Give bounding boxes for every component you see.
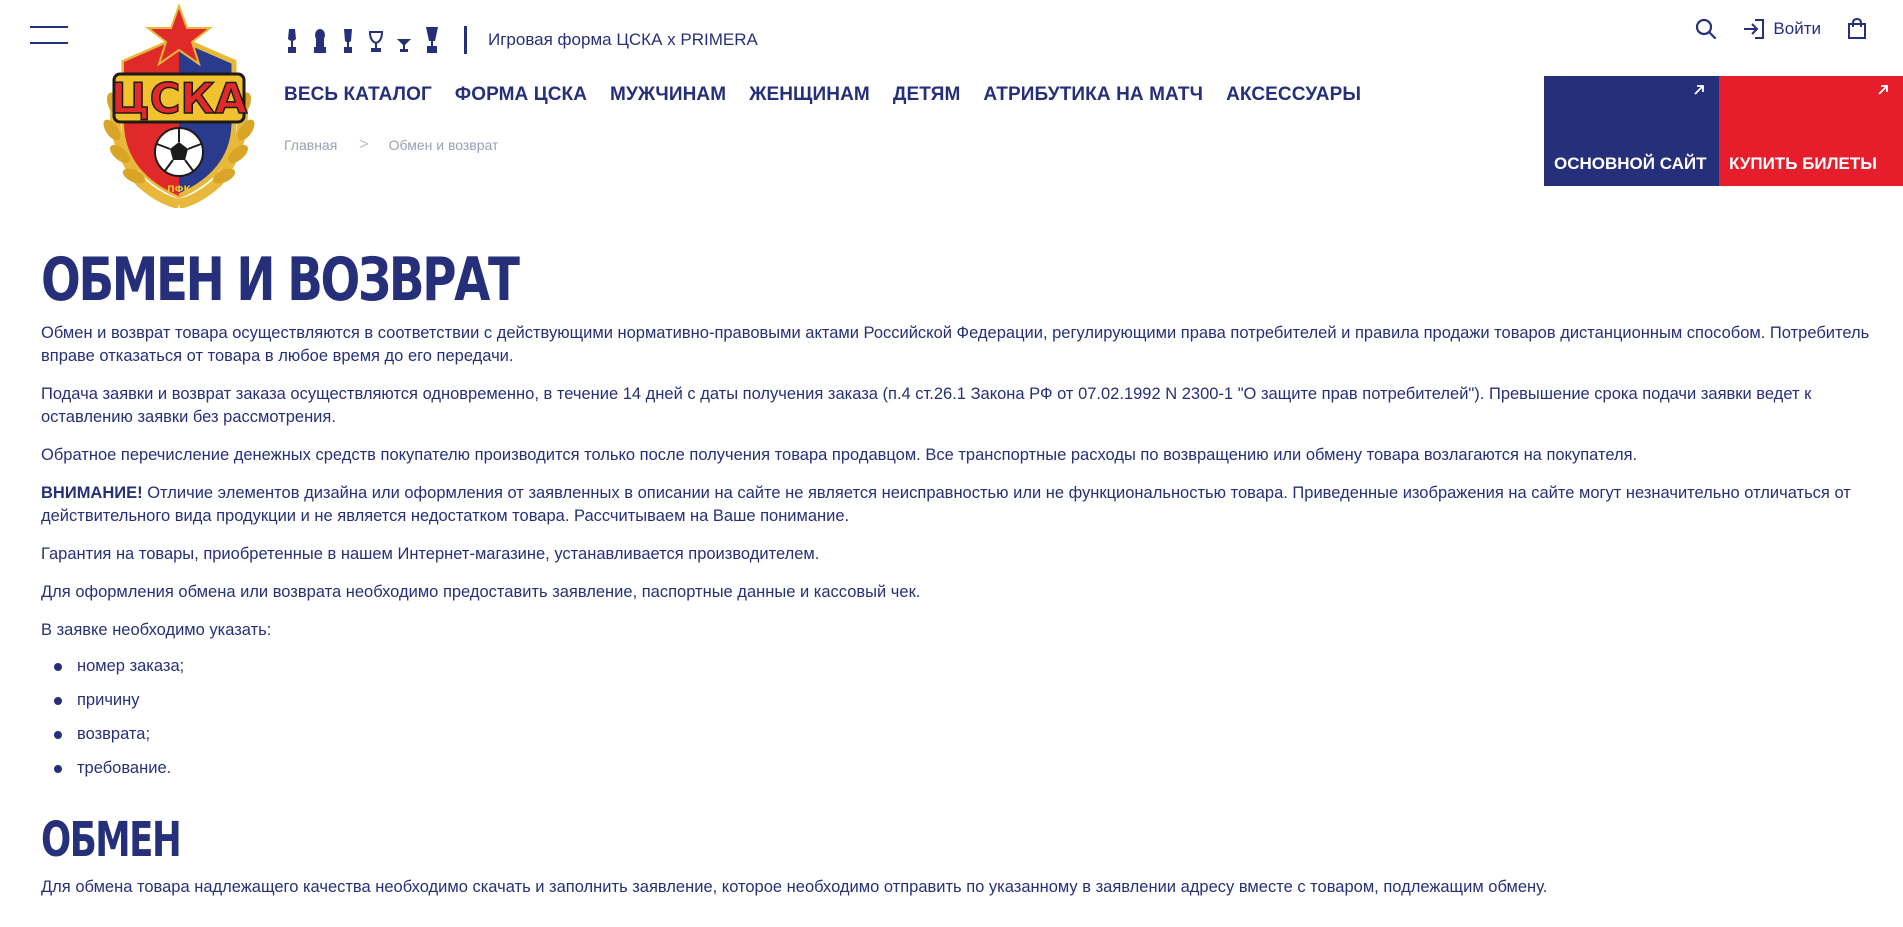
- buy-tickets-button[interactable]: [1719, 76, 1903, 186]
- list-item: требование.: [41, 757, 1871, 780]
- list-item: возврата;: [41, 723, 1871, 746]
- paragraph-warranty: Гарантия на товары, приобретенные в нашем Интернет-магазине, устанавливается производителем.: [41, 545, 820, 563]
- main-site-button[interactable]: [1544, 76, 1719, 186]
- cart-button[interactable]: [1847, 18, 1867, 40]
- nav-item-matchday[interactable]: АТРИБУТИКА НА МАТЧ: [983, 84, 1204, 105]
- logo-text: ЦСКА: [110, 74, 248, 123]
- breadcrumb-current: Обмен и возврат: [388, 137, 499, 153]
- login-icon: [1743, 18, 1765, 40]
- shopping-bag-icon: [1847, 18, 1867, 40]
- list-item: причину: [41, 689, 1871, 712]
- trophy-icons: [284, 26, 440, 54]
- arrow-up-right-icon: [1877, 84, 1889, 96]
- trophy-cup-5-icon[interactable]: [396, 27, 412, 53]
- paragraph-legal-basis: Обмен и возврат товара осуществляются в соответствии с действующими нормативно-правовыми актами Российской Федерации, регулирующими права потребителей и правила продажи товаров дистанционным способом. Потребитель вправе отказаться от товара в любое время до его передачи.: [41, 324, 1870, 365]
- paragraph-attention: [41, 482, 1871, 528]
- trophy-cup-4-icon[interactable]: [368, 27, 384, 53]
- trophy-cup-3-icon[interactable]: [340, 27, 356, 53]
- search-button[interactable]: [1695, 18, 1717, 40]
- nav-item-accessories[interactable]: АКСЕССУАРЫ: [1226, 84, 1362, 105]
- trophy-cup-1-icon[interactable]: [284, 27, 300, 53]
- cska-logo[interactable]: [100, 4, 258, 208]
- login-button[interactable]: [1743, 18, 1821, 40]
- nav-item-cska-kit[interactable]: ФОРМА ЦСКА: [454, 84, 588, 105]
- nav-item-women[interactable]: ЖЕНЩИНАМ: [749, 84, 870, 105]
- header-divider: [464, 26, 467, 54]
- paragraph-documents: Для оформления обмена или возврата необходимо предоставить заявление, паспортные данные и кассовый чек.: [41, 583, 921, 601]
- attention-label: ВНИМАНИЕ!: [41, 484, 143, 502]
- search-icon: [1695, 18, 1717, 40]
- main-site-label: ОСНОВНОЙ САЙТ: [1554, 154, 1707, 173]
- attention-text: Отличие элементов дизайна или оформления от заявленных в описании на сайте не является неисправностью или не функциональностью товара. Приведенные изображения на сайте могут незначительно отличаться от действительного вида продукции и не является недостатком товара. Рассчитываем на Ваше понимание.: [41, 484, 1851, 525]
- main-nav: [284, 84, 1361, 106]
- logo-sub-text: ПФК: [167, 185, 191, 195]
- exchange-title: ОБМЕН: [41, 812, 181, 868]
- page-title: ОБМЕН И ВОЗВРАТ: [41, 245, 518, 315]
- menu-burger-button[interactable]: [30, 26, 68, 46]
- paragraph-request-intro: В заявке необходимо указать:: [41, 621, 272, 639]
- trophy-cup-2-icon[interactable]: [312, 27, 328, 53]
- header-actions: [1695, 18, 1867, 40]
- paragraph-deadline: Подача заявки и возврат заказа осуществляются одновременно, в течение 14 дней с даты получения заказа (п.4 ст.26.1 Закона РФ от 07.02.1992 N 2300-1 "О защите прав потребителей"). Превышение срока подачи заявки ведет к оставлению заявки без рассмотрения.: [41, 385, 1812, 426]
- paragraph-exchange: Для обмена товара надлежащего качества необходимо скачать и заполнить заявление, которое необходимо отправить по указанному в заявлении адресу вместе с товаром, подлежащим обмену.: [41, 878, 1548, 896]
- nav-item-catalog[interactable]: ВЕСЬ КАТАЛОГ: [284, 84, 432, 105]
- breadcrumb-separator: >: [359, 136, 369, 153]
- burger-line: [30, 26, 68, 28]
- buy-tickets-label: КУПИТЬ БИЛЕТЫ: [1729, 154, 1877, 173]
- paragraph-refund: Обратное перечисление денежных средств покупателю производится только после получения товара продавцом. Все транспортные расходы по возвращению или обмену товара возлагаются на покупателя.: [41, 446, 1638, 464]
- trophy-cup-6-icon[interactable]: [424, 27, 440, 53]
- promo-link[interactable]: Игровая форма ЦСКА x PRIMERA: [488, 30, 758, 49]
- arrow-up-right-icon: [1693, 84, 1705, 96]
- list-item: номер заказа;: [41, 655, 1871, 678]
- main-content: [41, 245, 1871, 914]
- request-list: [41, 655, 1871, 780]
- burger-line: [30, 42, 68, 44]
- breadcrumb-home[interactable]: Главная: [284, 137, 338, 153]
- breadcrumb: [284, 136, 498, 154]
- nav-item-kids[interactable]: ДЕТЯМ: [892, 84, 961, 105]
- nav-item-men[interactable]: МУЖЧИНАМ: [610, 84, 727, 105]
- login-label: Войти: [1773, 19, 1821, 38]
